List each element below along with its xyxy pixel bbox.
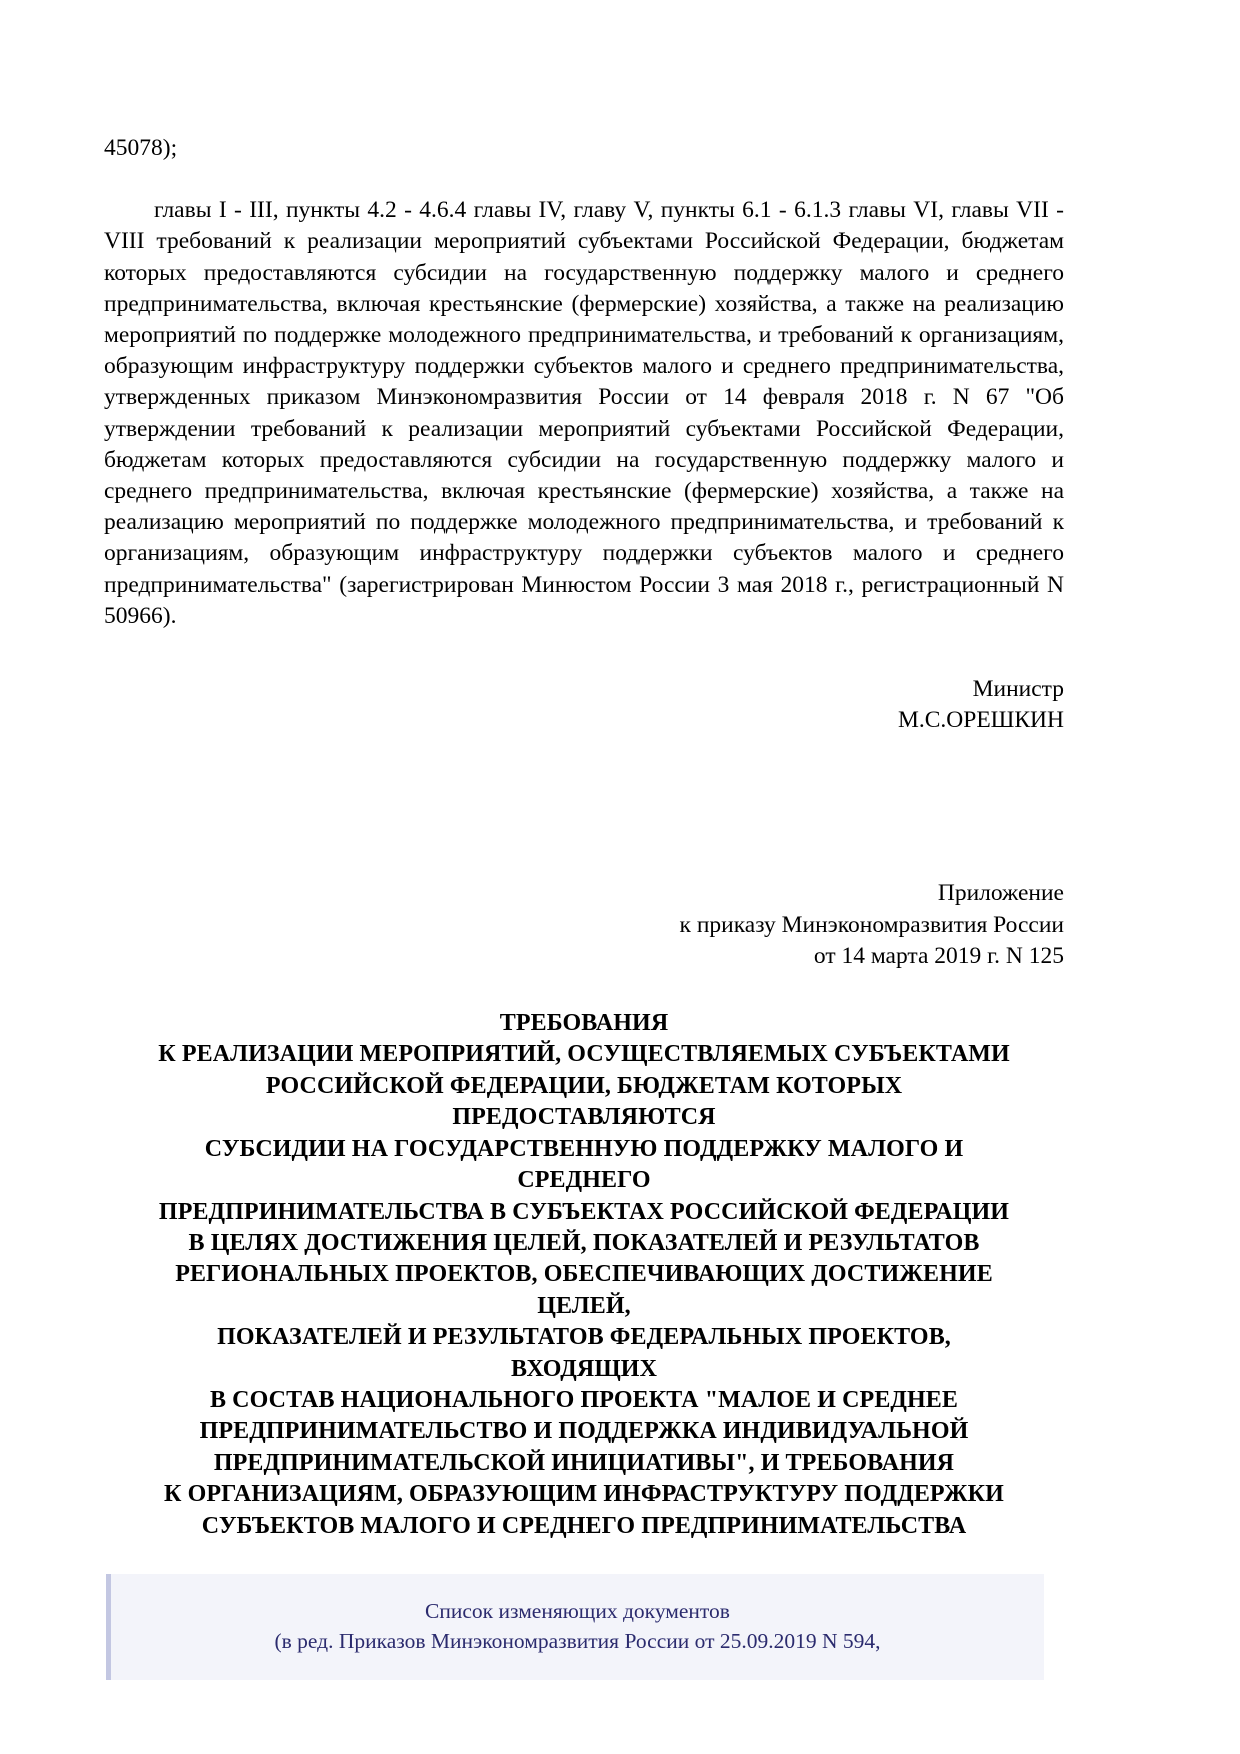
changing-documents-heading: Список изменяющих документов	[425, 1598, 730, 1623]
appendix-reference-block	[104, 878, 1064, 972]
fragment-continuation-text: 45078);	[104, 135, 178, 161]
title-line: К РЕАЛИЗАЦИИ МЕРОПРИЯТИЙ, ОСУЩЕСТВЛЯЕМЫХ СУБЪЕКТАМИ	[158, 1041, 1010, 1068]
body-paragraph: главы I - III, пункты 4.2 - 4.6.4 главы IV, главу V, пункты 6.1 - 6.1.3 главы VI, главы VII - VIII требований к реализации мероприятий субъектами Российской Федерации, бюджетам которых предоставляются субсидии на государственную поддержку малого и среднего предпринимательства, включая крестьянские (фермерские) хозяйства, а также на реализацию мероприятий по поддержке молодежного предпринимательства, и требований к организациям, образующим инфраструктуру поддержки субъектов малого и среднего предпринимательства, утвержденных приказом Минэкономразвития России от 14 февраля 2018 г. N 67 "Об утверждении требований к реализации мероприятий субъектами Российской Федерации, бюджетам которых предоставляются субсидии на государственную поддержку малого и среднего предпринимательства, включая крестьянские (фермерские) хозяйства, а также на реализацию мероприятий по поддержке молодежного предпринимательства, и требований к организациям, образующим инфраструктуру поддержки субъектов малого и среднего предпринимательства" (зарегистрирован Минюстом России 3 мая 2018 г., регистрационный N 50966).	[104, 197, 1064, 629]
appendix-order-date-number: от 14 марта 2019 г. N 125	[813, 942, 1064, 969]
appendix-order-authority: к приказу Минэкономразвития России	[679, 911, 1064, 938]
title-line: ЦЕЛЕЙ,	[537, 1292, 631, 1319]
signature-name: М.С.ОРЕШКИН	[897, 707, 1064, 734]
signature-position: Министр	[972, 676, 1064, 703]
title-line: ТРЕБОВАНИЯ	[499, 1010, 669, 1037]
title-line: ПРЕДОСТАВЛЯЮТСЯ	[452, 1104, 716, 1131]
title-line: В СОСТАВ НАЦИОНАЛЬНОГО ПРОЕКТА "МАЛОЕ И СРЕДНЕЕ	[209, 1386, 959, 1413]
title-line: ПРЕДПРИНИМАТЕЛЬСКОЙ ИНИЦИАТИВЫ", И ТРЕБОВАНИЯ	[213, 1449, 955, 1476]
title-line: К ОРГАНИЗАЦИЯМ, ОБРАЗУЮЩИМ ИНФРАСТРУКТУРУ ПОДДЕРЖКИ	[164, 1481, 1004, 1508]
appendix-label: Приложение	[937, 880, 1064, 907]
page-content	[104, 0, 1064, 1680]
title-line: В ЦЕЛЯХ ДОСТИЖЕНИЯ ЦЕЛЕЙ, ПОКАЗАТЕЛЕЙ И РЕЗУЛЬТАТОВ	[188, 1229, 980, 1256]
title-line: СУБСИДИИ НА ГОСУДАРСТВЕННУЮ ПОДДЕРЖКУ МАЛОГО И	[204, 1135, 964, 1162]
signature-block	[104, 674, 1064, 736]
title-line: СУБЪЕКТОВ МАЛОГО И СРЕДНЕГО ПРЕДПРИНИМАТЕЛЬСТВА	[201, 1512, 967, 1539]
title-line: ПРЕДПРИНИМАТЕЛЬСТВО И ПОДДЕРЖКА ИНДИВИДУАЛЬНОЙ	[199, 1418, 969, 1445]
changing-documents-entry: (в ред. Приказов Минэкономразвития России от 25.09.2019 N 594,	[274, 1628, 881, 1653]
title-line: ПРЕДПРИНИМАТЕЛЬСТВА В СУБЪЕКТАХ РОССИЙСКОЙ ФЕДЕРАЦИИ	[158, 1198, 1010, 1225]
title-line: СРЕДНЕГО	[517, 1167, 651, 1194]
title-line: ПОКАЗАТЕЛЕЙ И РЕЗУЛЬТАТОВ ФЕДЕРАЛЬНЫХ ПРОЕКТОВ,	[217, 1324, 951, 1351]
document-title	[104, 1008, 1064, 1542]
changing-documents-box	[106, 1574, 1044, 1680]
title-line: РЕГИОНАЛЬНЫХ ПРОЕКТОВ, ОБЕСПЕЧИВАЮЩИХ ДОСТИЖЕНИЕ	[175, 1261, 993, 1288]
title-line: ВХОДЯЩИХ	[511, 1355, 657, 1382]
title-line: РОССИЙСКОЙ ФЕДЕРАЦИИ, БЮДЖЕТАМ КОТОРЫХ	[265, 1072, 903, 1099]
